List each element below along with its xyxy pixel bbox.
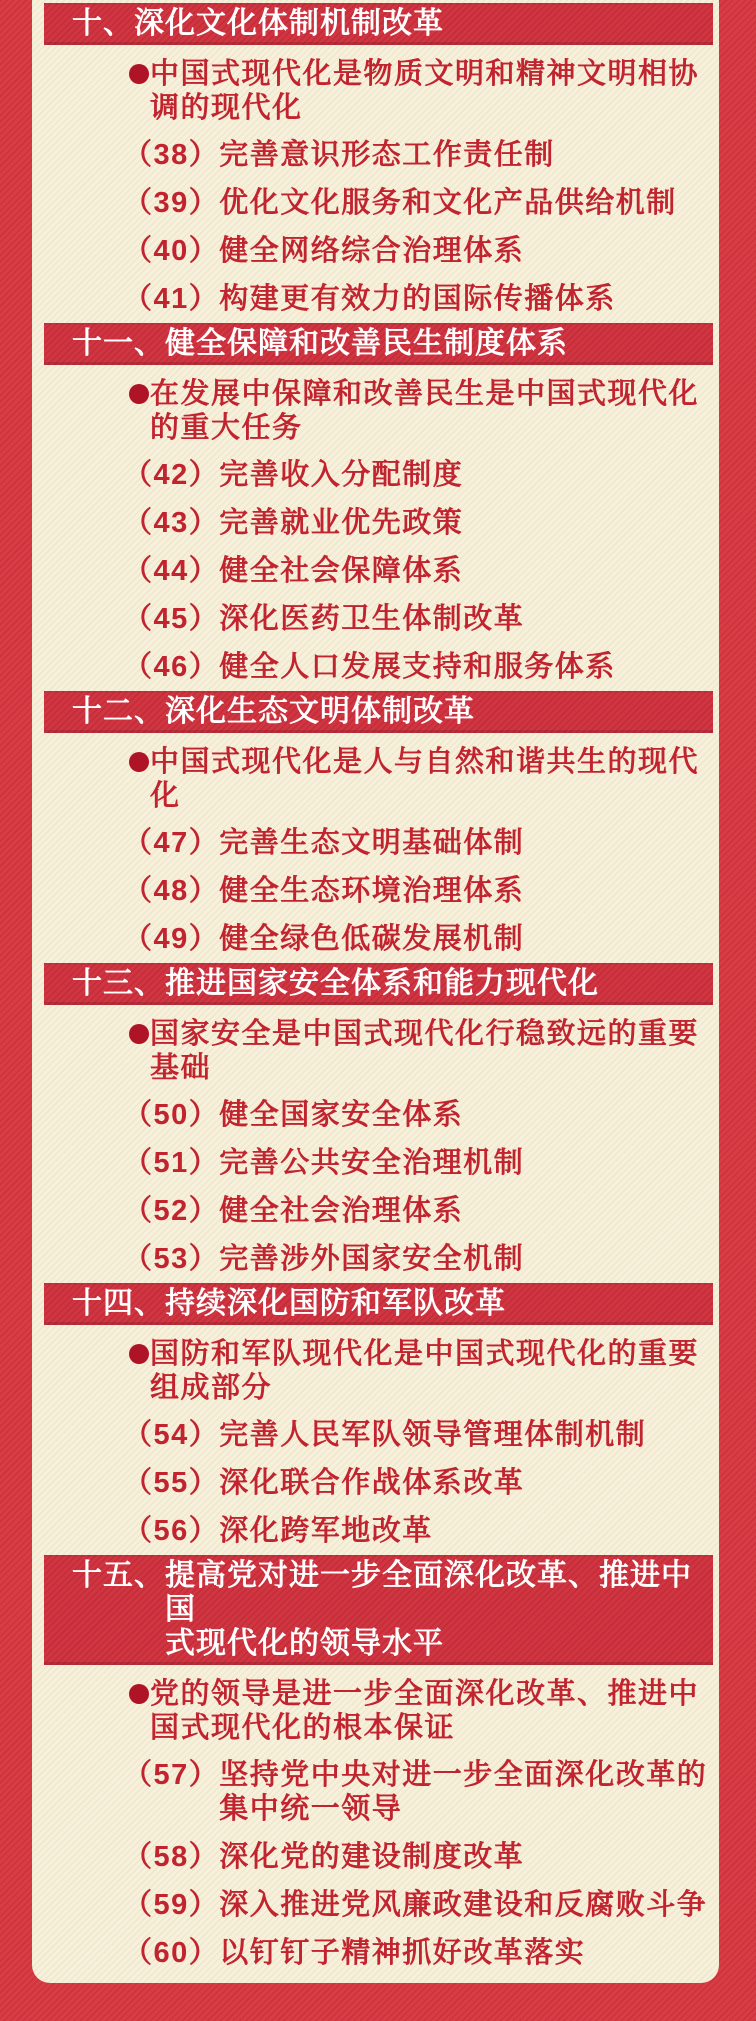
text-line: 调的现代化 xyxy=(150,92,303,124)
bullet-icon xyxy=(129,1684,149,1704)
item-number: （60） xyxy=(123,1937,220,1969)
item-number: （49） xyxy=(123,923,220,955)
lead-paragraph xyxy=(32,1017,713,1085)
lead-text xyxy=(150,377,713,445)
item-text xyxy=(219,650,713,684)
reform-item-50 xyxy=(32,1091,719,1139)
item-number: （46） xyxy=(123,651,220,683)
reform-item-39 xyxy=(32,179,719,227)
text-line: 深化联合作战体系改革 xyxy=(219,1467,525,1499)
item-number: （48） xyxy=(123,875,220,907)
section-number: 十三、 xyxy=(72,967,165,1000)
item-number: （53） xyxy=(123,1243,220,1275)
section-header-13 xyxy=(44,963,713,1005)
item-number: （59） xyxy=(123,1889,220,1921)
text-line: 化 xyxy=(150,780,181,812)
reform-item-41 xyxy=(32,275,719,323)
item-text xyxy=(219,1840,713,1874)
content-panel xyxy=(32,0,719,1983)
text-line: 深化生态文明体制改革 xyxy=(165,695,475,728)
section-header-12 xyxy=(44,691,713,733)
text-line: 集中统一领导 xyxy=(219,1793,403,1825)
reform-item-56 xyxy=(32,1507,719,1555)
text-line: 中国式现代化是人与自然和谐共生的现代 xyxy=(150,746,700,778)
text-line: 完善就业优先政策 xyxy=(219,507,464,539)
reform-item-51 xyxy=(32,1139,719,1187)
text-line: 构建更有效力的国际传播体系 xyxy=(219,283,616,315)
item-text xyxy=(219,1098,713,1132)
text-line: 国家安全是中国式现代化行稳致远的重要 xyxy=(150,1018,700,1050)
item-text xyxy=(219,186,713,220)
item-text xyxy=(219,1242,713,1276)
item-text xyxy=(219,1936,713,1970)
lead-text xyxy=(150,745,713,813)
item-number: （56） xyxy=(123,1515,220,1547)
reform-item-40 xyxy=(32,227,719,275)
item-text xyxy=(219,458,713,492)
item-number: （43） xyxy=(123,507,220,539)
text-line: 健全社会保障体系 xyxy=(219,555,464,587)
item-text xyxy=(219,138,713,172)
reform-item-54 xyxy=(32,1411,719,1459)
item-number: （51） xyxy=(123,1147,220,1179)
reform-item-59 xyxy=(32,1881,719,1929)
section-title xyxy=(165,327,705,361)
text-line: 健全人口发展支持和服务体系 xyxy=(219,651,616,683)
text-line: 基础 xyxy=(150,1052,212,1084)
text-line: 式现代化的领导水平 xyxy=(165,1627,444,1660)
text-line: 深化医药卫生体制改革 xyxy=(219,603,525,635)
reform-item-57 xyxy=(32,1751,719,1833)
reform-item-48 xyxy=(32,867,719,915)
item-number: （50） xyxy=(123,1099,220,1131)
text-line: 健全绿色低碳发展机制 xyxy=(219,923,525,955)
item-text xyxy=(219,234,713,268)
lead-paragraph xyxy=(32,1677,713,1745)
item-text xyxy=(219,874,713,908)
section-header-14 xyxy=(44,1283,713,1325)
text-line: 在发展中保障和改善民生是中国式现代化 xyxy=(150,378,700,410)
item-text xyxy=(219,506,713,540)
reform-item-58 xyxy=(32,1833,719,1881)
section-header-11 xyxy=(44,323,713,365)
text-line: 完善人民军队领导管理体制机制 xyxy=(219,1419,647,1451)
item-text xyxy=(219,1758,713,1826)
reform-item-60 xyxy=(32,1929,719,1977)
text-line: 健全保障和改善民生制度体系 xyxy=(165,327,568,360)
item-number: （41） xyxy=(123,283,220,315)
section-number: 十一、 xyxy=(72,327,165,360)
text-line: 健全社会治理体系 xyxy=(219,1195,464,1227)
text-line: 完善意识形态工作责任制 xyxy=(219,139,555,171)
lead-paragraph xyxy=(32,377,713,445)
item-number: （57） xyxy=(123,1759,220,1791)
section-header-10 xyxy=(44,3,713,45)
text-line: 国式现代化的根本保证 xyxy=(150,1712,456,1744)
item-text xyxy=(219,1418,713,1452)
bullet-icon xyxy=(129,752,149,772)
text-line: 国防和军队现代化是中国式现代化的重要 xyxy=(150,1338,700,1370)
section-title xyxy=(165,695,705,729)
text-line: 完善涉外国家安全机制 xyxy=(219,1243,525,1275)
text-line: 健全网络综合治理体系 xyxy=(219,235,525,267)
text-line: 提高党对进一步全面深化改革、推进中国 xyxy=(165,1559,692,1626)
text-line: 组成部分 xyxy=(150,1372,273,1404)
lead-text xyxy=(150,1677,713,1745)
lead-text xyxy=(150,1337,713,1405)
section-number: 十、 xyxy=(72,7,134,40)
item-text xyxy=(219,922,713,956)
bullet-icon xyxy=(129,1024,149,1044)
item-text xyxy=(219,1146,713,1180)
item-number: （55） xyxy=(123,1467,220,1499)
section-number: 十四、 xyxy=(72,1287,165,1320)
text-line: 深化文化体制机制改革 xyxy=(134,7,444,40)
lead-text xyxy=(150,1017,713,1085)
text-line: 深化跨军地改革 xyxy=(219,1515,433,1547)
bullet-icon xyxy=(129,64,149,84)
section-title xyxy=(165,1287,705,1321)
item-number: （47） xyxy=(123,827,220,859)
text-line: 优化文化服务和文化产品供给机制 xyxy=(219,187,677,219)
section-title xyxy=(165,967,705,1001)
text-line: 深入推进党风廉政建设和反腐败斗争 xyxy=(219,1889,708,1921)
reform-item-46 xyxy=(32,643,719,691)
item-number: （52） xyxy=(123,1195,220,1227)
reform-item-52 xyxy=(32,1187,719,1235)
reform-item-38 xyxy=(32,131,719,179)
item-text xyxy=(219,1888,713,1922)
item-text xyxy=(219,282,713,316)
section-number: 十二、 xyxy=(72,695,165,728)
item-number: （58） xyxy=(123,1841,220,1873)
section-header-15 xyxy=(44,1555,713,1665)
lead-paragraph xyxy=(32,1337,713,1405)
text-line: 健全国家安全体系 xyxy=(219,1099,464,1131)
lead-text xyxy=(150,57,713,125)
lead-paragraph xyxy=(32,57,713,125)
item-text xyxy=(219,1194,713,1228)
reform-item-44 xyxy=(32,547,719,595)
text-line: 的重大任务 xyxy=(150,412,303,444)
item-number: （38） xyxy=(123,139,220,171)
item-text xyxy=(219,1466,713,1500)
text-line: 深化党的建设制度改革 xyxy=(219,1841,525,1873)
item-number: （54） xyxy=(123,1419,220,1451)
item-text xyxy=(219,1514,713,1548)
item-text xyxy=(219,826,713,860)
text-line: 完善收入分配制度 xyxy=(219,459,464,491)
section-title xyxy=(165,1559,705,1661)
text-line: 推进国家安全体系和能力现代化 xyxy=(165,967,599,1000)
text-line: 持续深化国防和军队改革 xyxy=(165,1287,506,1320)
text-line: 坚持党中央对进一步全面深化改革的 xyxy=(219,1759,708,1791)
bullet-icon xyxy=(129,1344,149,1364)
text-line: 以钉钉子精神抓好改革落实 xyxy=(219,1937,586,1969)
item-text xyxy=(219,554,713,588)
item-number: （39） xyxy=(123,187,220,219)
section-number: 十五、 xyxy=(72,1559,165,1592)
reform-item-47 xyxy=(32,819,719,867)
lead-paragraph xyxy=(32,745,713,813)
reform-item-49 xyxy=(32,915,719,963)
text-line: 完善公共安全治理机制 xyxy=(219,1147,525,1179)
reform-item-55 xyxy=(32,1459,719,1507)
item-number: （40） xyxy=(123,235,220,267)
reform-item-53 xyxy=(32,1235,719,1283)
bullet-icon xyxy=(129,384,149,404)
text-line: 党的领导是进一步全面深化改革、推进中 xyxy=(150,1678,700,1710)
text-line: 中国式现代化是物质文明和精神文明相协 xyxy=(150,58,700,90)
text-line: 完善生态文明基础体制 xyxy=(219,827,525,859)
text-line: 健全生态环境治理体系 xyxy=(219,875,525,907)
section-title xyxy=(134,7,705,41)
item-number: （44） xyxy=(123,555,220,587)
reform-item-43 xyxy=(32,499,719,547)
item-number: （42） xyxy=(123,459,220,491)
reform-item-45 xyxy=(32,595,719,643)
reform-item-42 xyxy=(32,451,719,499)
item-number: （45） xyxy=(123,603,220,635)
item-text xyxy=(219,602,713,636)
